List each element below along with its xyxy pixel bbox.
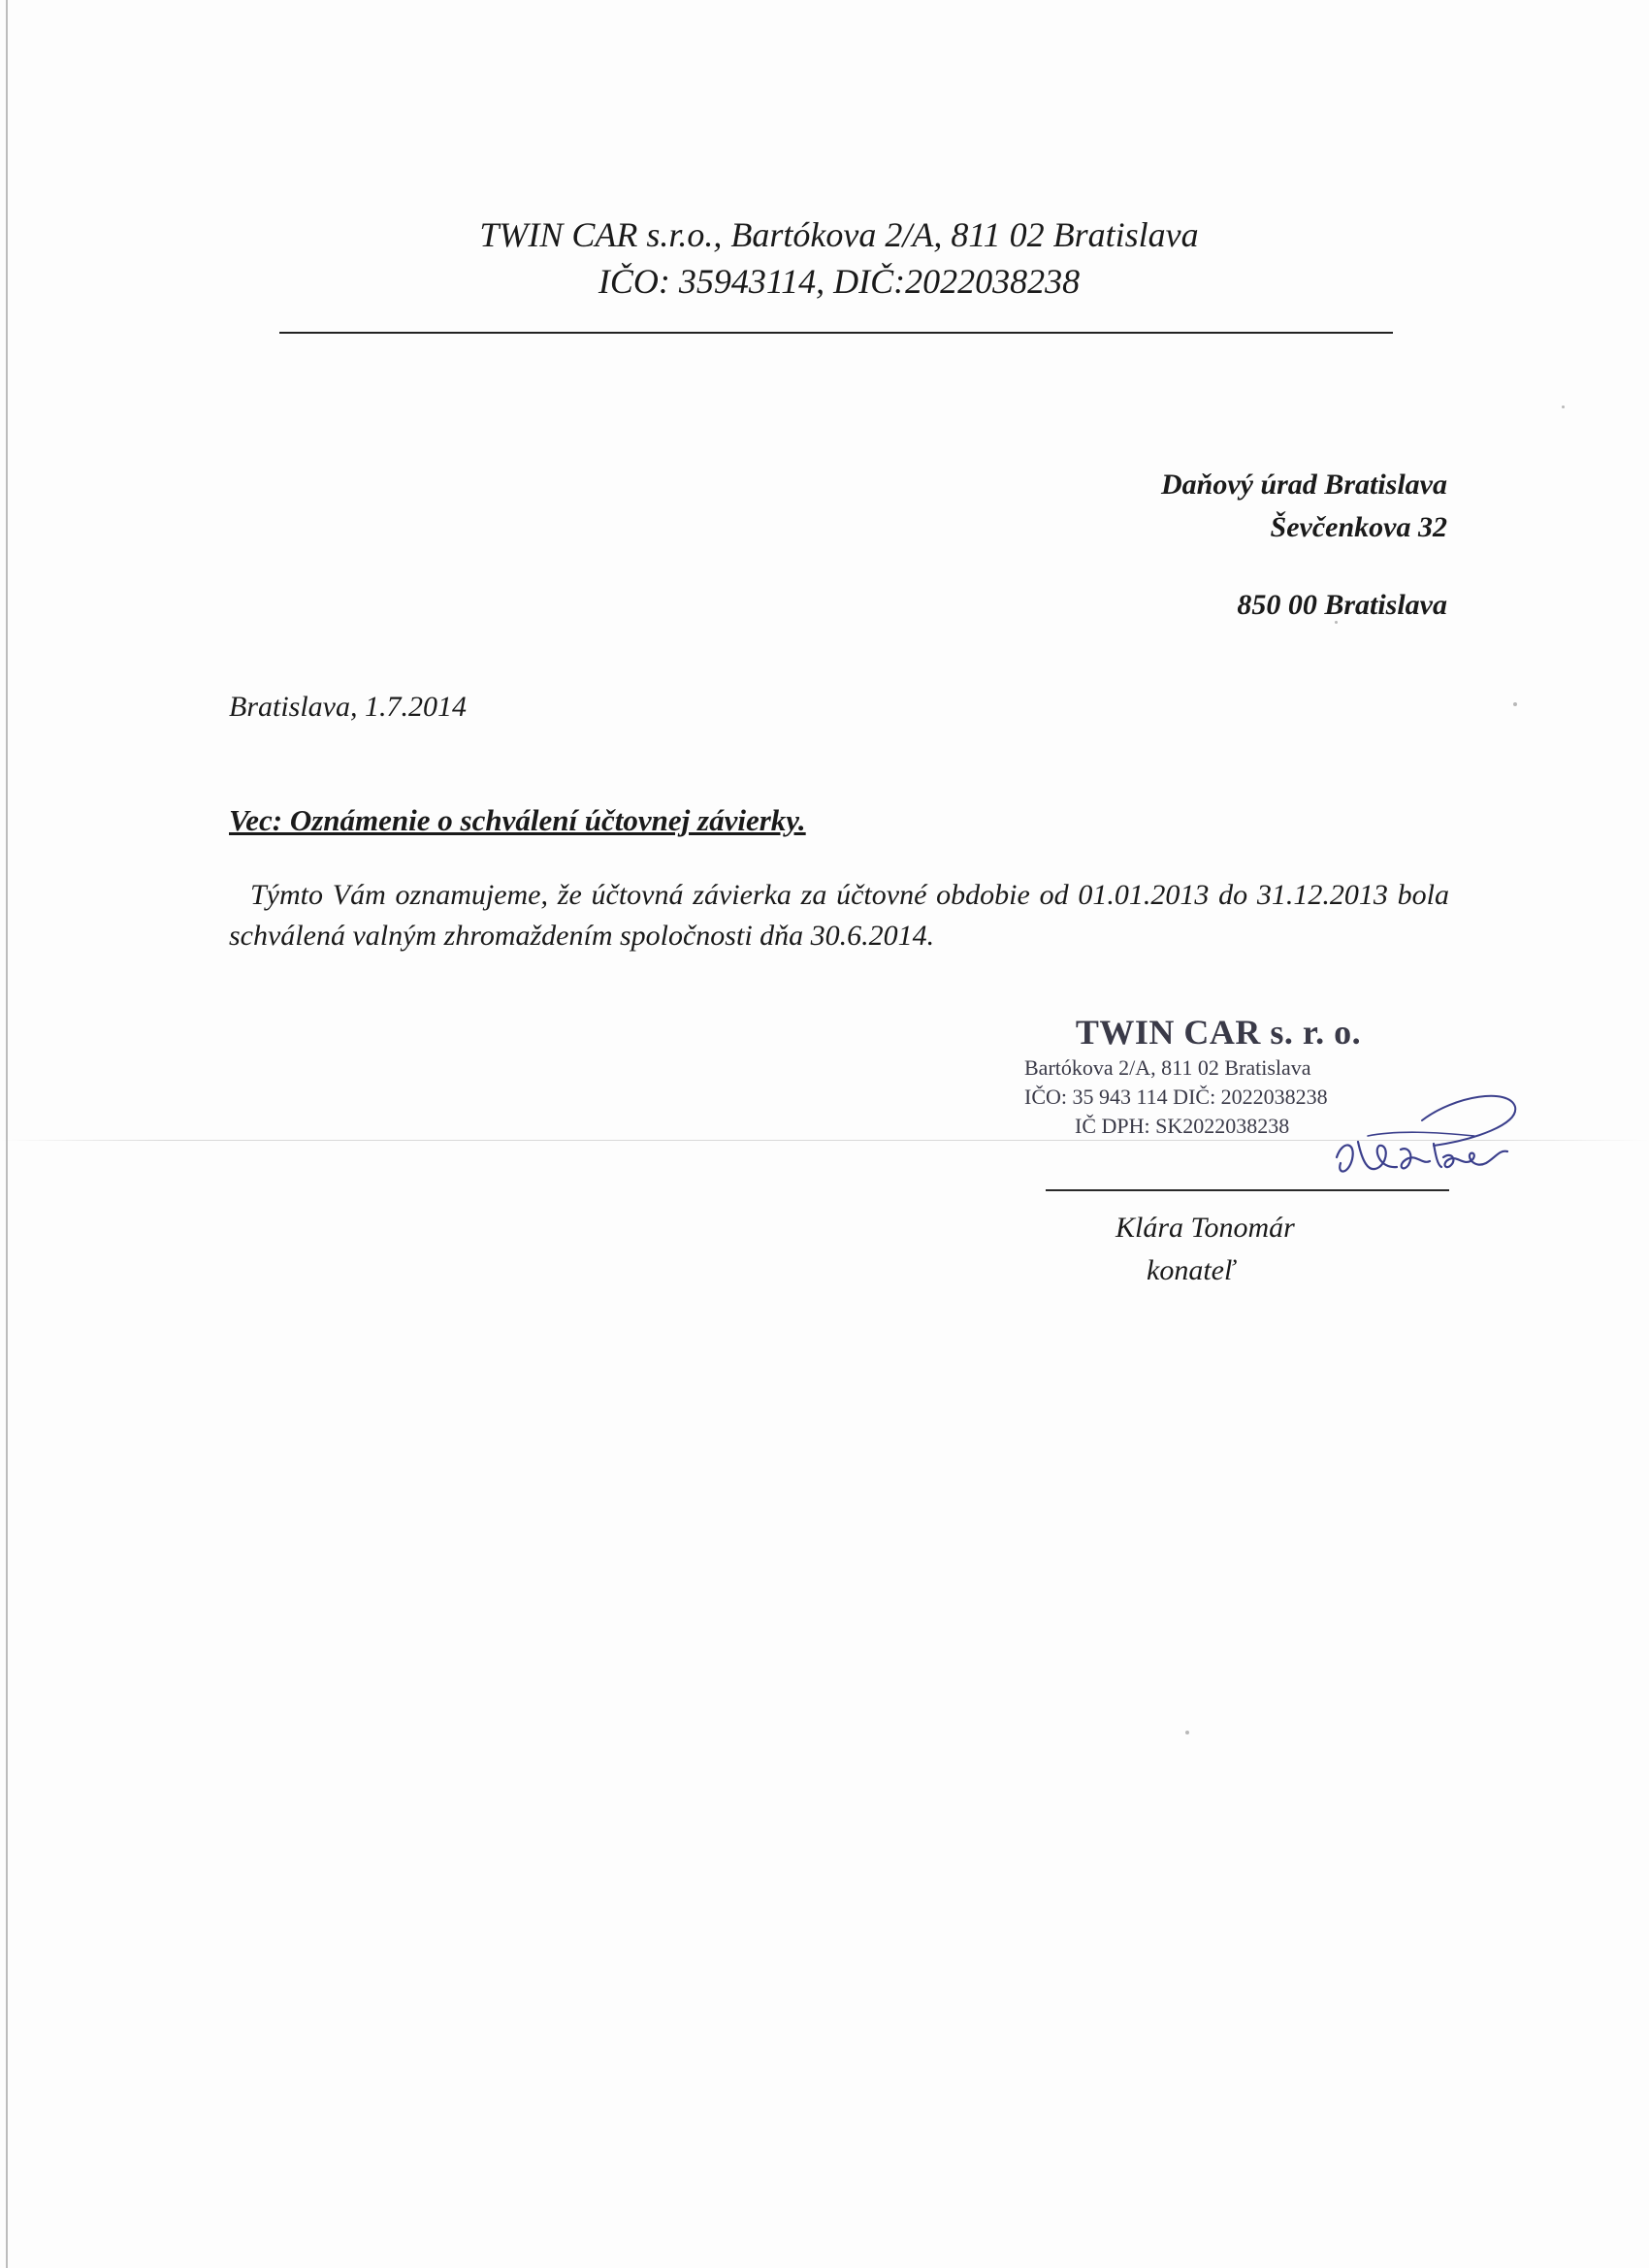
letter-date: Bratislava, 1.7.2014 [229,691,467,723]
recipient-street: Ševčenkova 32 [1270,511,1447,543]
signature-line [1046,1189,1449,1191]
stamp-vat-id: IČ DPH: SK2022038238 [1075,1114,1290,1138]
signatory-block [1046,1207,1449,1292]
stamp-address: Bartókova 2/A, 811 02 Bratislava [1024,1055,1311,1080]
recipient-address [1161,464,1447,627]
letterhead-divider [279,332,1393,334]
letterhead [281,211,1397,305]
letterhead-company-line: TWIN CAR s.r.o., Bartókova 2/A, 811 02 Bratislava [479,215,1199,254]
page-edge-shadow [6,0,8,2268]
stamp-company-name: TWIN CAR s. r. o. [1075,1013,1362,1052]
letter-subject: Vec: Oznámenie o schválení účtovnej závierky. [229,803,806,837]
recipient-city: 850 00 Bratislava [1237,589,1447,621]
handwritten-signature [1329,1082,1533,1198]
letter-body: Týmto Vám oznamujeme, že účtovná závierka za účtovné obdobie od 01.01.2013 do 31.12.2013 bola schválená valným zhromaždením spoločnosti dňa 30.6.2014. [229,879,1449,952]
scan-speck [1562,405,1565,408]
scan-speck [1335,621,1338,624]
recipient-name: Daňový úrad Bratislava [1160,469,1447,501]
letterhead-ids-line: IČO: 35943114, DIČ:2022038238 [598,262,1081,301]
signatory-role: konateľ [1147,1254,1235,1286]
scan-speck [1185,1731,1189,1734]
stamp-ids: IČO: 35 943 114 DIČ: 2022038238 [1024,1085,1328,1109]
signatory-name: Klára Tonomár [1116,1212,1295,1244]
scan-speck [1513,702,1517,706]
